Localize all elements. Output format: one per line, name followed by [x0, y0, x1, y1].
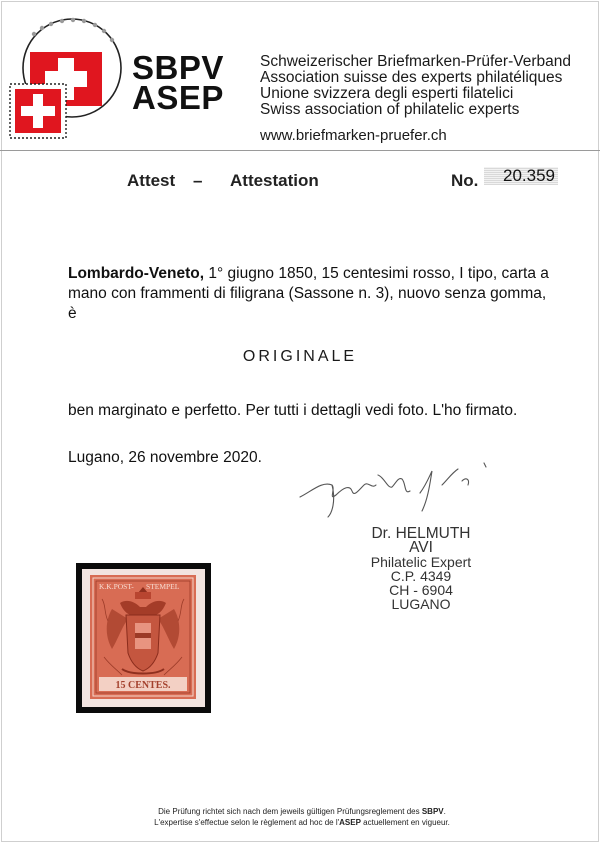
header-divider	[0, 150, 600, 151]
association-name-it: Unione svizzera degli esperti filatelici	[260, 85, 514, 102]
expert-city: CH - 6904 LUGANO	[389, 582, 453, 612]
stamp-top-right-text: STEMPEL	[146, 582, 180, 591]
certificate-header	[0, 0, 600, 152]
condition-text: ben marginato e perfetto. Per tutti i dettagli vedi foto. L'ho firmato.	[68, 402, 518, 419]
attest-label: Attest	[127, 171, 176, 190]
sbpv-asep-logo-text	[132, 49, 224, 116]
expert-name: Dr. HELMUTH AVI	[371, 525, 471, 556]
description-line-1	[68, 264, 549, 284]
association-name-en: Swiss association of philatelic experts	[260, 101, 520, 118]
description-line-1-rest: 1° giugno 1850, 15 centesimi rosso, I tipo, carta a	[204, 265, 549, 282]
title-dash: –	[193, 171, 203, 190]
footer-line-de	[0, 806, 600, 817]
description-line-2: mano con frammenti di filigrana (Sassone n. 3), nuovo senza gomma,	[68, 285, 547, 302]
footer-line-de-post: .	[443, 807, 446, 816]
footer-line-fr-post: actuellement en vigueur.	[360, 818, 450, 827]
stamp-top-left-text: K.K.POST-	[99, 582, 134, 591]
footer-notice	[0, 806, 600, 828]
footer-line-de-bold: SBPV	[421, 807, 444, 816]
logo-line-asep: ASEP	[132, 79, 224, 116]
logo-line-sbpv: SBPV	[132, 49, 224, 86]
footer-line-de-pre: Die Prüfung richtet sich nach dem jeweils gültigen Prüfungsreglement des	[158, 807, 422, 816]
description-line-3: è	[68, 305, 77, 322]
sbpv-stamp-logo-icon	[6, 14, 128, 142]
footer-line-fr	[0, 817, 600, 828]
association-names	[260, 54, 571, 118]
footer-line-fr-bold: ASEP	[339, 818, 361, 827]
number-label: No.	[451, 171, 479, 190]
expert-title: Philatelic Expert	[370, 554, 472, 570]
place-date: Lugano, 26 novembre 2020.	[68, 449, 262, 466]
handwritten-signature-icon	[292, 455, 492, 525]
expert-postbox: C.P. 4349	[390, 568, 452, 584]
certificate-number: 20.359	[503, 166, 555, 185]
association-name-de: Schweizerischer Briefmarken-Prüfer-Verband	[260, 53, 571, 70]
attestation-label: Attestation	[230, 171, 319, 190]
description-country: Lombardo-Veneto,	[68, 265, 205, 282]
expert-signature-block	[358, 527, 484, 611]
footer-line-fr-pre: L'expertise s'effectue selon le règlement ad hoc de l'	[154, 818, 340, 827]
stamp-value-text: 15 CENTES.	[115, 680, 171, 691]
verdict-text: ORIGINALE	[242, 348, 358, 365]
stamp-photo	[82, 569, 205, 707]
association-name-fr: Association suisse des experts philatéliques	[260, 69, 563, 86]
website-link[interactable]: www.briefmarken-pruefer.ch	[260, 127, 447, 144]
